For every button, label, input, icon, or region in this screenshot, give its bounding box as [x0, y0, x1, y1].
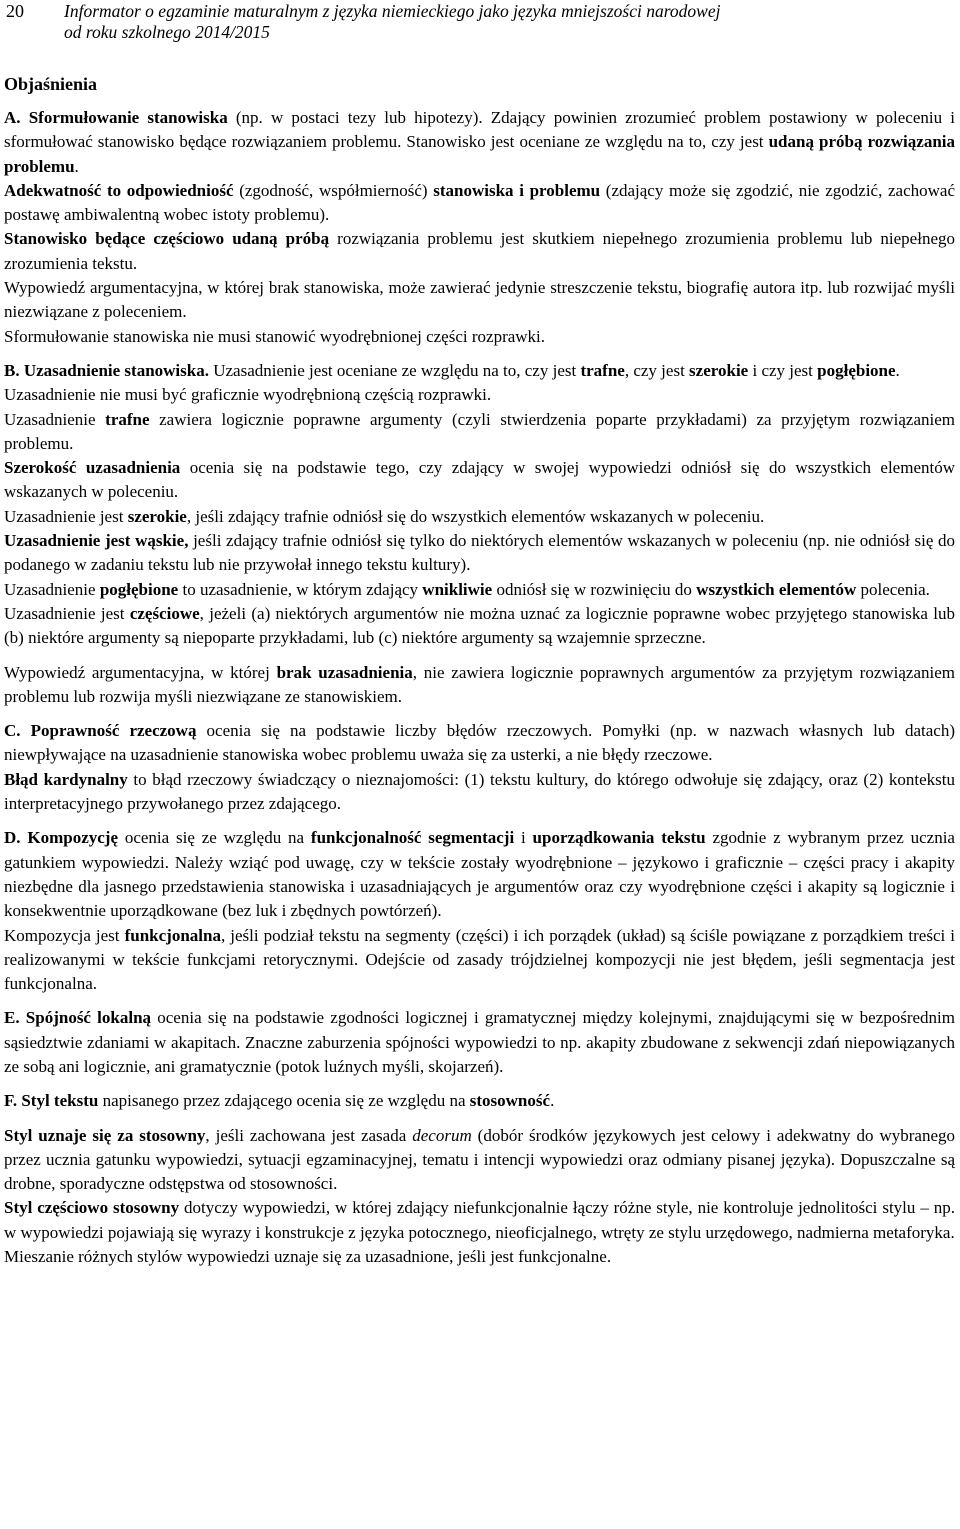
text-run: . [550, 1091, 555, 1111]
paragraph-b-6 [4, 529, 955, 578]
text-run: ocenia się na podstawie liczby błędów rzeczowych. Pomyłki (np. w nazwach własnych lub datach) niewpływające na uzasadnienie stanowiska wobec problemu uważa się za usterki, a nie błędy rzeczowe. [4, 721, 955, 765]
text-run: D. Kompozycję [4, 828, 118, 848]
text-run: , czy jest [624, 360, 690, 380]
text-run: Styl częściowo stosowny [4, 1198, 180, 1218]
text-run: Uzasadnienie [4, 579, 100, 599]
text-run: Uzasadnienie jest oceniane ze względu na to, czy jest [208, 360, 581, 380]
text-run: wnikliwie [422, 579, 493, 599]
text-run: C. Poprawność rzeczową [4, 721, 197, 741]
paragraph-b-9 [4, 661, 955, 710]
text-run: i czy jest [748, 360, 818, 380]
text-run: , jeśli zachowana jest zasada [205, 1125, 413, 1145]
text-run: , jeżeli (a) niektórych argumentów nie można uznać za logicznie poprawne wobec przyjętego stanowiska lub (b) niektóre argumenty są niepoparte przykładami, lub (c) niektóre argumenty są wzajemnie sprzeczne. [4, 603, 955, 648]
text-run: Wypowiedź argumentacyjna, w której brak stanowiska, może zawierać jedynie streszczenie tekstu, biografię autora itp. lub rozwijać myśli niezwiązane z poleceniem. [4, 278, 955, 322]
paragraph-a-5 [4, 325, 955, 349]
paragraph-e-1 [4, 1006, 955, 1079]
paragraph-a-4 [4, 276, 955, 325]
text-run: i [514, 828, 533, 848]
text-run: polecenia. [856, 579, 930, 599]
paragraph-a-1 [4, 106, 955, 179]
text-run: Stanowisko będące częściowo udaną próbą [4, 229, 330, 249]
page-header [0, 0, 960, 46]
paragraph-b-3 [4, 408, 955, 457]
text-run: stosowność [469, 1091, 551, 1111]
text-run: jeśli zdający trafnie odniósł się tylko do niektórych elementów wskazanych w poleceniu (np. nie odniósł się do podanego w zadaniu tekstu lub nie przywołał innego tekstu kultury). [4, 531, 955, 575]
document-body [4, 72, 955, 1269]
text-run: , nie zawiera logicznie poprawnych argumentów za przyjętym rozwiązaniem problemu lub rozwija myśli niezwiązane ze stanowiskiem. [4, 662, 955, 706]
paragraph-d-1 [4, 826, 955, 923]
text-run: pogłębione [99, 579, 179, 599]
text-run: brak uzasadnienia [276, 662, 413, 682]
text-run: częściowe [129, 603, 200, 623]
page-number: 20 [6, 1, 24, 21]
text-run: Uzasadnienie jest [4, 603, 130, 623]
paragraph-f-2 [4, 1124, 955, 1197]
header-title-line-2: od roku szkolnego 2014/2015 [64, 22, 270, 42]
text-run: Uzasadnienie jest wąskie, [4, 531, 189, 551]
paragraph-c-2 [4, 768, 955, 817]
text-run: Wypowiedź argumentacyjna, w której [4, 662, 277, 682]
text-run: funkcjonalność segmentacji [310, 828, 515, 848]
text-run: B. Uzasadnienie stanowiska. [4, 360, 209, 380]
paragraph-f-4 [4, 1245, 955, 1269]
text-run: zgodnie z wybranym przez ucznia gatunkiem wypowiedzi. Należy wziąć pod uwagę, czy w tekście zostały wyodrębnione – językowo i graficznie – części pracy i akapity niezbędne dla jasnego przedstawienia stanowiska i uzasadniających je argumentów oraz czy wyodrębnione części i akapity są logicznie i konsekwentnie uporządkowane (bez luk i zbędnych powtórzeń). [4, 828, 955, 921]
text-run: odniósł się w rozwinięciu do [492, 579, 697, 599]
text-run: F. Styl tekstu [4, 1091, 99, 1111]
text-run: udaną próbą rozwiązania problemu [4, 132, 955, 176]
paragraph-a-2 [4, 179, 955, 228]
paragraph-b-4 [4, 456, 955, 505]
text-run: Mieszanie różnych stylów wypowiedzi uznaje się za uzasadnione, jeśli jest funkcjonalne. [4, 1247, 612, 1267]
text-run: trafne [580, 360, 625, 380]
text-run: uporządkowania tekstu [532, 828, 706, 848]
text-run: Sformułowanie stanowiska nie musi stanowić wyodrębnionej części rozprawki. [4, 326, 546, 346]
text-run: dotyczy wypowiedzi, w której zdający niefunkcjonalnie łączy różne style, nie kontroluje jednolitości stylu – np. w wypowiedzi pojawiają się wyrazy i konstrukcje z języka potocznego, nieoficjalnego, wtręty ze stylu urzędowego, nadmierna metaforyka. [4, 1198, 955, 1242]
text-run: (dobór środków językowych jest celowy i adekwatny do wybranego przez ucznia gatunku wypowiedzi, sytuacji egzaminacyjnej, tematu i intencji wypowiedzi oraz odmiany pisanej języka). Dopuszczalne są drobne, sporadyczne odstępstwa od stosowności. [4, 1125, 955, 1194]
text-run: to uzasadnienie, w którym zdający [178, 579, 423, 599]
text-run: Błąd kardynalny [4, 769, 128, 789]
section-title: Objaśnienia [4, 74, 98, 94]
paragraph-f-3 [4, 1196, 955, 1245]
text-run: napisanego przez zdającego ocenia się ze względu na [98, 1091, 470, 1111]
text-run: Kompozycja jest [4, 925, 125, 945]
text-run: Uzasadnienie nie musi być graficznie wyodrębnioną częścią rozprawki. [4, 385, 492, 405]
text-run: rozwiązania problemu jest skutkiem niepełnego zrozumienia problemu lub niepełnego zrozumienia tekstu. [4, 229, 955, 273]
text-run: stanowiska i problemu [433, 180, 601, 200]
text-run: decorum [412, 1125, 472, 1145]
text-run: ocenia się na podstawie zgodności logicznej i gramatycznej między kolejnymi, znajdującymi się w bezpośrednim sąsiedztwie zdaniami w akapitach. Znaczne zaburzenia spójności wypowiedzi to np. akapity zbudowane z sekwencji zdań niepowiązanych ze sobą ani logicznie, ani gramatycznie (potok luźnych myśli, skojarzeń). [4, 1008, 955, 1076]
text-run: (zdający może się zgodzić, nie zgodzić, zachować postawę ambiwalentną wobec istoty problemu). [4, 180, 956, 225]
header-title [64, 1, 720, 43]
text-run: (zgodność, współmierność) [233, 180, 434, 200]
text-run: Uzasadnienie [4, 409, 106, 429]
text-run: Styl uznaje się za stosowny [4, 1125, 206, 1145]
text-run: Adekwatność to odpowiedniość [4, 180, 234, 200]
text-run: szerokie [689, 360, 749, 380]
text-run: wszystkich elementów [696, 579, 857, 599]
text-run: zawiera logicznie poprawne argumenty (czyli stwierdzenia poparte przykładami) za przyjętym rozwiązaniem problemu. [4, 409, 955, 453]
text-run: E. Spójność lokalną [4, 1008, 152, 1028]
paragraph-b-1 [4, 359, 955, 383]
text-run: A. Sformułowanie stanowiska [4, 108, 228, 127]
paragraph-b-5 [4, 505, 955, 529]
text-run: to błąd rzeczowy świadczący o nieznajomości: (1) tekstu kultury, do którego odwołuje się zdający, oraz (2) kontekstu interpretacyjnego przywołanego przez zdającego. [4, 769, 955, 814]
text-run: funkcjonalna [124, 925, 221, 945]
text-run: . [74, 156, 79, 176]
text-run: (np. w postaci tezy lub hipotezy). Zdający powinien zrozumieć problem postawiony w poleceniu i sformułować stanowisko będące rozwiązaniem problemu. Stanowisko jest oceniane ze względu na to, czy jest [4, 108, 955, 152]
paragraph-f-1 [4, 1089, 955, 1113]
paragraph-d-2 [4, 924, 955, 997]
paragraph-a-3 [4, 227, 955, 276]
text-run: trafne [105, 409, 150, 429]
paragraph-b-8 [4, 602, 955, 651]
text-run: Uzasadnienie jest [4, 506, 128, 526]
text-run: Szerokość uzasadnienia [4, 458, 181, 478]
text-run: ocenia się na podstawie tego, czy zdający w swojej wypowiedzi odniósł się do wszystkich elementów wskazanych w poleceniu. [4, 458, 955, 502]
text-run: . [895, 360, 900, 380]
text-run: pogłębione [817, 360, 896, 380]
text-run: , jeśli podział tekstu na segmenty (części) i ich porządek (układ) są ściśle powiązane z porządkiem treści i realizowanymi w tekście funkcjami retorycznymi. Odejście od zasady trójdzielnej kompozycji nie jest błędem, jeśli segmentacja jest funkcjonalna. [4, 925, 956, 994]
paragraph-b-7 [4, 578, 955, 602]
header-title-line-1: Informator o egzaminie maturalnym z języka niemieckiego jako języka mniejszości narodowej [64, 1, 721, 21]
paragraph-b-2 [4, 383, 955, 407]
paragraph-c-1 [4, 719, 955, 768]
text-run: ocenia się ze względu na [118, 828, 311, 848]
text-run: , jeśli zdający trafnie odniósł się do wszystkich elementów wskazanych w poleceniu. [186, 506, 765, 526]
text-run: szerokie [127, 506, 187, 526]
